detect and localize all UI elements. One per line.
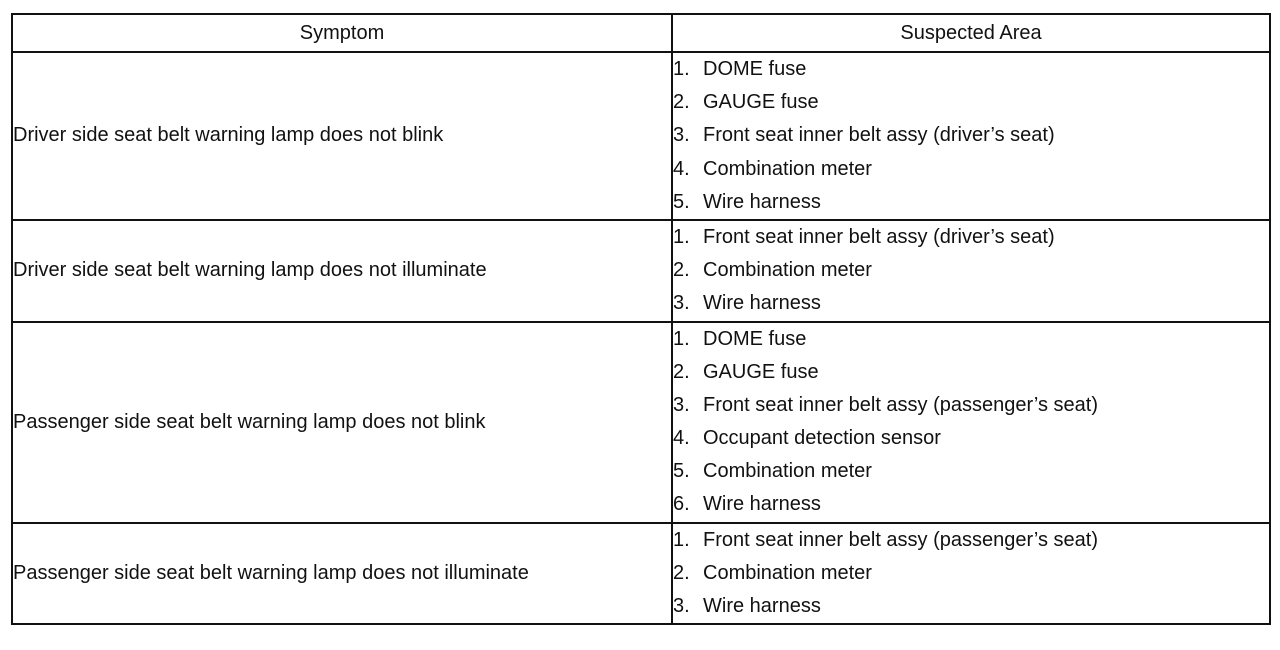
item-number: 3. xyxy=(673,393,690,416)
item-text: GAUGE fuse xyxy=(703,360,819,383)
table-row xyxy=(12,523,1270,625)
list-item xyxy=(673,323,1269,356)
item-number: 1. xyxy=(673,327,690,350)
list-item xyxy=(673,86,1269,119)
list-item xyxy=(673,153,1269,186)
item-number: 2. xyxy=(673,561,690,584)
item-number: 2. xyxy=(673,91,690,114)
item-text: Wire harness xyxy=(703,292,821,315)
list-item xyxy=(673,389,1269,422)
list-item xyxy=(673,254,1269,287)
item-text: GAUGE fuse xyxy=(703,91,819,114)
list-item xyxy=(673,590,1269,623)
item-text: Combination meter xyxy=(703,460,872,483)
item-text: Wire harness xyxy=(703,493,821,516)
item-number: 2. xyxy=(673,259,690,282)
item-number: 2. xyxy=(673,360,690,383)
item-number: 1. xyxy=(673,225,690,248)
symptom-cell: Driver side seat belt warning lamp does not illuminate xyxy=(12,220,672,322)
item-number: 3. xyxy=(673,595,690,617)
suspected-area-list xyxy=(673,524,1269,624)
list-item xyxy=(673,186,1269,219)
list-item xyxy=(673,524,1269,557)
item-text: Combination meter xyxy=(703,157,872,180)
item-text: Combination meter xyxy=(703,561,872,584)
item-text: Occupant detection sensor xyxy=(703,427,941,450)
list-item xyxy=(673,488,1269,521)
table-header-row xyxy=(12,14,1270,52)
list-item xyxy=(673,557,1269,590)
table-row xyxy=(12,52,1270,220)
symptom-cell: Passenger side seat belt warning lamp does not illuminate xyxy=(12,523,672,625)
list-item xyxy=(673,221,1269,254)
table-row xyxy=(12,322,1270,523)
item-text: Wire harness xyxy=(703,595,821,617)
suspected-area-cell xyxy=(672,52,1270,220)
symptom-cell: Passenger side seat belt warning lamp does not blink xyxy=(12,322,672,523)
list-item xyxy=(673,455,1269,488)
item-text: DOME fuse xyxy=(703,327,807,350)
item-number: 5. xyxy=(673,190,690,213)
item-number: 4. xyxy=(673,157,690,180)
header-symptom: Symptom xyxy=(12,14,672,52)
list-item xyxy=(673,119,1269,152)
suspected-area-cell xyxy=(672,220,1270,322)
suspected-area-cell xyxy=(672,322,1270,523)
item-number: 3. xyxy=(673,124,690,147)
suspected-area-list xyxy=(673,221,1269,321)
suspected-area-list xyxy=(673,53,1269,219)
symptom-table xyxy=(11,13,1271,625)
suspected-area-cell xyxy=(672,523,1270,625)
item-text: Combination meter xyxy=(703,259,872,282)
table-row xyxy=(12,220,1270,322)
suspected-area-list xyxy=(673,323,1269,522)
item-text: Wire harness xyxy=(703,190,821,213)
list-item xyxy=(673,53,1269,86)
item-text: DOME fuse xyxy=(703,58,807,80)
item-text: Front seat inner belt assy (passenger’s seat) xyxy=(703,528,1099,551)
item-text: Front seat inner belt assy (driver’s seat) xyxy=(703,225,1055,248)
item-number: 4. xyxy=(673,427,690,450)
item-number: 1. xyxy=(673,528,690,551)
list-item xyxy=(673,422,1269,455)
header-suspected-area: Suspected Area xyxy=(672,14,1270,52)
item-number: 5. xyxy=(673,460,690,483)
item-text: Front seat inner belt assy (passenger’s seat) xyxy=(703,393,1099,416)
item-number: 6. xyxy=(673,493,690,516)
list-item xyxy=(673,356,1269,389)
item-number: 3. xyxy=(673,292,690,315)
list-item xyxy=(673,287,1269,320)
item-number: 1. xyxy=(673,58,690,80)
item-text: Front seat inner belt assy (driver’s seat) xyxy=(703,124,1055,147)
symptom-cell: Driver side seat belt warning lamp does not blink xyxy=(12,52,672,220)
